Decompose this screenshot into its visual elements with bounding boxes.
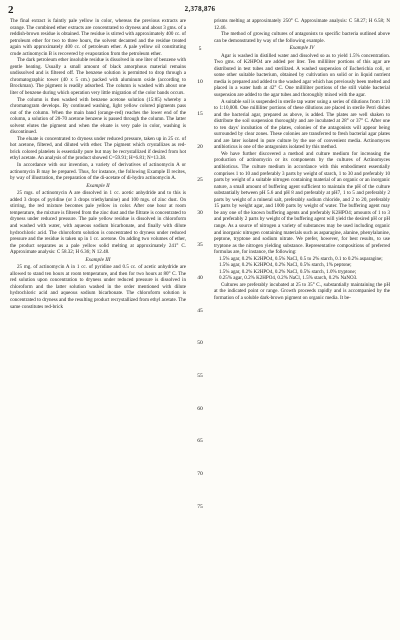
line-number: 60 — [197, 405, 203, 412]
line-number: 20 — [197, 144, 203, 151]
paragraph: In accordance with our invention, a variety of derivatives of actinomycin A or actinomycin B may be prepared. Thus, for instance, the following Example II recites, by way of illustration, the preparation of the di-acetate of di-hydro actinomycin A. — [10, 162, 186, 182]
paragraph: The method of growing cultures of antagonists to specific bacteria outlined above can be demonstrated by way of the following example. — [214, 31, 390, 44]
line-number: 40 — [197, 274, 203, 281]
paragraph: 25 mg. of actinomycin A in 1 cc. of pyridine and 0.5 cc. of acetic anhydride are allowed to stand ten hours at room temperature, and then for two hours at 80° C. The red solution upon concentration to dryness under reduced pressure is dissolved in chloroform and the latter solution washed in the order mentioned with dilute hydrochloric acid and aqueous sodium bicarbonate. The chloroform solution is concentrated to dryness and the resulting product recrystallized from ethyl acetate. The same constitutes red-brick — [10, 264, 186, 310]
right-text-column — [214, 18, 390, 302]
example-heading: Example III — [85, 256, 111, 263]
line-number: 35 — [197, 242, 203, 249]
line-number: 30 — [197, 209, 203, 216]
formula-line: 1.5% agar, 0.2% K2HPO4, 0.5% NaCl, 0.5 to 2% starch, 0.1 to 0.2% asparagine; — [219, 255, 383, 262]
line-number: 50 — [197, 340, 203, 347]
paragraph: 25 mgs. of actinomycin A are dissolved in 1 cc. acetic anhydride and to this is added 3 drops of pyridine (or 3 drops triethylamine) and 100 mgs. of zinc dust. On stirring, the red mixture becomes pale yellow in color. After one hour at room temperature, the mixture is filtered from the zinc dust and the filtrate is concentrated to dryness under reduced pressure. The pale yellow residue is dissolved in chloroform and washed with water, with aqueous sodium bicarbonate, and finally with dilute hydrochloric acid. The chloroform solution is concentrated to dryness under reduced pressure and the residue is taken up in 1 cc. acetone. On adding two volumes of ether, the product separates as a pale yellow solid melting at approximately 241° C. Approximate analysis: C 58.32; H 6.36; N 12.48. — [10, 190, 186, 256]
formula-line: 1.5% agar, 0.2% K2HPO4, 0.2% NaCl, 0.5% starch, 1% peptone; — [219, 262, 352, 269]
line-number: 25 — [197, 176, 203, 183]
formula-line: 1.5% agar, 0.2% K2HPO4, 0.2% NaCl, 0.5% starch, 1.0% tryptone; — [219, 268, 357, 275]
paragraph: prisms melting at approximately 250° C. Approximate analysis: C 58.27; H 6.58; N 12.46. — [214, 18, 390, 31]
paragraph: Agar is washed in distilled water and dissolved so as to yield 1.5% concentration. Two gms. of K2HPO4 are added per liter. Ten milliliter portions of this agar are distributed in test tubes and sterilized. A washed suspension of Escherichia coli, or some other suitable bacterium, obtained by cultivation on solid or in liquid nutrient media is prepared and added to the washed agar which has previously been melted and placed in a water bath at 42° C. One milliliter portions of the still viable bacterial suspension are added to the agar tubes and thoroughly mixed with the agar. — [214, 52, 390, 99]
left-text-column — [10, 18, 186, 310]
line-number: 10 — [197, 78, 203, 85]
paragraph: We have further discovered a method and culture medium for increasing the production of actinomycin or its components by the cultures of Actinomyces antibioticus. The culture medium in accordance with this embodiment essentially comprises 1 to 10 and preferably 3 parts by weight of starch, 1 to 30 and preferably 10 parts by weight of a suitable nitrogen containing material of an organic or an inorganic nature, a small amount of buffering agent sufficient to maintain the pH of the culture substantially between pH 5.6 and pH 8 and preferably at pH7, 1 to 5 and preferably 2 parts by weight of a mineral salt, preferably sodium chloride, and 2 to 20, preferably 15 parts by weight agar, and 1000 parts by weight of water. The buffering agent may be any one of the known buffering agents and preferably K2HPO4; amounts of 1 to 3 and preferably 2 parts by weight of the buffering agent will yield the desired pH or pH range. As a source of nitrogen a variety of substances may be used including organic and inorganic nitrogen containing materials such as asparagine, alanine, phenylalanine, peptone, tryptone and sodium nitrate. We prefer, however, for best results, to use tryptone as the nitrogen yielding substance. Representative compositions of preferred formulas are, for instance, the following: — [214, 150, 390, 256]
paragraph: The eluate is concentrated to dryness under reduced pressure, taken up in 25 cc. of hot acetone, filtered, and diluted with ether. The pigment which crystallizes as red-brick colored platelets is essentially pure but may be recrystallized if desired from hot ethyl acetate. An analysis of the product showed C=59.91; H=6.81; N=13.38. — [10, 135, 186, 162]
line-number: 65 — [197, 438, 203, 445]
page-number: 2 — [8, 4, 14, 16]
paragraph: The final extract is faintly pale yellow in color, whereas the previous extracts are orange. The combined ether extracts are concentrated to dryness and about 3 gms. of a reddish-brown residue is obtained. The residue is stirred with approximately 400 cc. of petroleum ether for two to three hours, the solvent decanted and the residue treated again with approximately 400 cc. of petroleum ether. A pale yellow oil constituting crude actinomycin B is recovered by evaporation from the petroleum ether. — [10, 18, 186, 57]
line-number: 15 — [197, 111, 203, 118]
example-heading: Example IV — [289, 45, 315, 52]
line-number: 70 — [197, 471, 203, 478]
example-heading: Example II — [86, 182, 110, 189]
line-number: 5 — [198, 46, 202, 52]
paragraph: A suitable soil is suspended in sterile tap water using a series of dilutions from 1:10 to 1:10,000. One milliliter portions of these dilutions are placed in sterile Petri dishes and the bacterial agar, prepared as above, is added. The plates are well shaken to distribute the soil suspension thoroughly and are incubated at 28° or 37° C. After one to ten days' incubation of the plates, colonies of the antagonists will appear being surrounded by clear zones. These colonies are transferred to fresh bacterial agar plates and are later isolated in pure culture by the use of convenient media. Actinomyces antibioticus is one of the antagonists isolated by this method. — [214, 98, 390, 151]
line-number: 75 — [197, 503, 203, 510]
paragraph: The dark petroleum ether insoluble residue is dissolved in one liter of benzene with gentle heating. Usually a small amount of black amorphous material remains undissolved and is filtered off. The benzene solution is permitted to drop through a chromatographic tower (40 x 5 cm.) packed with aluminum oxide (according to Brockman). The pigment is readily adsorbed. The column is washed with about one liter of benzene during which operation very little migration of the color bands occurs. — [10, 57, 186, 97]
line-number: 55 — [197, 373, 203, 379]
paragraph: Cultures are preferably incubated at 25 to 35° C., substantially maintaining the pH at the indicated point or range. Growth proceeds rapidly and is accompanied by the formation of a soluble dark-brown pigment on organic media. It be- — [214, 281, 390, 301]
line-number-gutter — [192, 18, 208, 638]
patent-number: 2,378,876 — [184, 5, 216, 13]
formula-line: 0.25% agar, 0.2% K2HPO4, 0.2% NaCl, 1.5% starch, 0.2% NaNO3. — [219, 275, 358, 282]
line-number: 45 — [197, 307, 203, 314]
paragraph: The column is then washed with benzene acetone solution (15:85) whereby a chromatogram develops. By continued washing, light yellow colored pigments pass out of the column. When the main band (orange-red) reaches the lower end of the column, a solution of 20-70 acetone benzene is passed through the column. The latter solvent elutes the pigment and when the eluate is very pale in color, washing is discontinued. — [10, 96, 186, 136]
